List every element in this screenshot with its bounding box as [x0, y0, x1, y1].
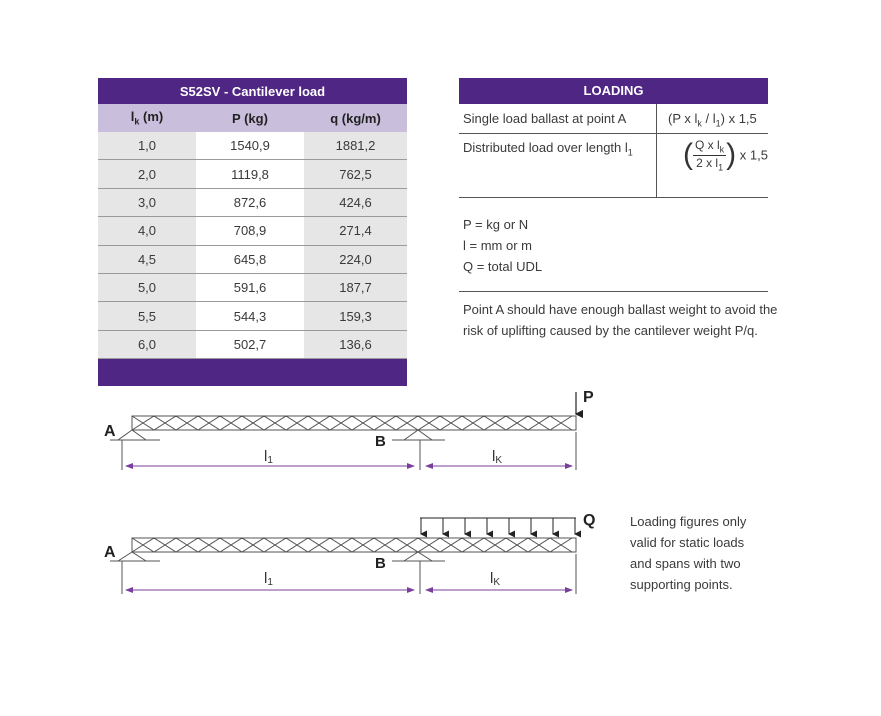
legend-line: P = kg or N	[463, 217, 529, 232]
table-cell: 224,0	[304, 245, 407, 273]
single-load-label: Single load ballast at point A	[463, 111, 627, 126]
table-cell: 5,5	[98, 302, 196, 330]
cantilever-diagrams	[0, 380, 881, 610]
loading-title: LOADING	[459, 78, 768, 104]
label-b: B	[375, 555, 386, 572]
table-row	[98, 330, 407, 358]
legend-line: l = mm or m	[463, 238, 532, 253]
table-cell: 502,7	[196, 330, 304, 358]
static-load-note: Loading figures only valid for static loads and spans with two supporting points.	[630, 514, 747, 592]
table-row	[98, 273, 407, 301]
table-cell: 159,3	[304, 302, 407, 330]
support-a	[110, 430, 160, 440]
table-cell: 3,0	[98, 188, 196, 216]
table-cell: 591,6	[196, 273, 304, 301]
label-a: A	[104, 544, 116, 561]
table-cell: 136,6	[304, 330, 407, 358]
udl-arrows	[420, 518, 576, 534]
dimension-lk: lK	[492, 448, 503, 466]
label-q: Q	[583, 512, 596, 529]
table-cell: 872,6	[196, 188, 304, 216]
dimension-l1: l1	[264, 448, 273, 466]
dimension-l1: l1	[264, 570, 273, 588]
single-load-formula: (P x $l_k / l_1$) x 1,5	[668, 111, 757, 129]
legend-line: Q = total UDL	[463, 259, 543, 274]
table-cell: 1,0	[98, 132, 196, 160]
table-row	[98, 160, 407, 188]
table-title: S52SV - Cantilever load	[98, 78, 407, 104]
table-cell: 5,0	[98, 273, 196, 301]
support-b	[392, 430, 445, 440]
row-divider	[459, 133, 768, 134]
distributed-load-label: Distributed load over length $l_1$	[463, 140, 633, 158]
table-row	[98, 217, 407, 245]
table-cell: 4,5	[98, 245, 196, 273]
truss-beam	[132, 416, 576, 430]
table-cell: 424,6	[304, 188, 407, 216]
table-cell: 2,0	[98, 160, 196, 188]
table-cell: 708,9	[196, 217, 304, 245]
row-divider	[459, 291, 768, 292]
column-header-p: P (kg)	[196, 104, 304, 132]
table-cell: 1881,2	[304, 132, 407, 160]
diagram-single-load	[104, 389, 594, 470]
column-header-q: q (kg/m)	[304, 104, 407, 132]
column-divider	[656, 104, 657, 197]
dimension-lines	[122, 432, 576, 470]
distributed-load-formula: ( $\frac{Q x l_k}{2 x l_1}$ ) x 1,5	[683, 138, 768, 172]
row-divider	[459, 197, 768, 198]
table-cell: 187,7	[304, 273, 407, 301]
table-cell: 1540,9	[196, 132, 304, 160]
diagram-distributed-load	[104, 512, 595, 594]
label-p: P	[583, 389, 594, 406]
table-row	[98, 245, 407, 273]
cantilever-load-table	[98, 78, 407, 386]
table-cell: 645,8	[196, 245, 304, 273]
dimension-lines	[122, 554, 576, 594]
table-cell: 544,3	[196, 302, 304, 330]
table-row	[98, 132, 407, 160]
label-a: A	[104, 423, 116, 440]
truss-beam	[132, 538, 576, 552]
table-cell: 271,4	[304, 217, 407, 245]
table-cell: 4,0	[98, 217, 196, 245]
column-header-lk: $l_k$ (m)	[98, 104, 196, 132]
table-cell: 762,5	[304, 160, 407, 188]
ballast-note: Point A should have enough ballast weight to avoid the risk of uplifting caused by the cantilever weight P/q.	[463, 302, 778, 338]
table-row	[98, 188, 407, 216]
support-b	[392, 552, 445, 561]
label-b: B	[375, 433, 386, 450]
table-cell: 1119,8	[196, 160, 304, 188]
table-row	[98, 302, 407, 330]
dimension-lk: lK	[490, 570, 501, 588]
units-legend	[463, 214, 542, 277]
table-cell: 6,0	[98, 330, 196, 358]
support-a	[110, 552, 160, 561]
